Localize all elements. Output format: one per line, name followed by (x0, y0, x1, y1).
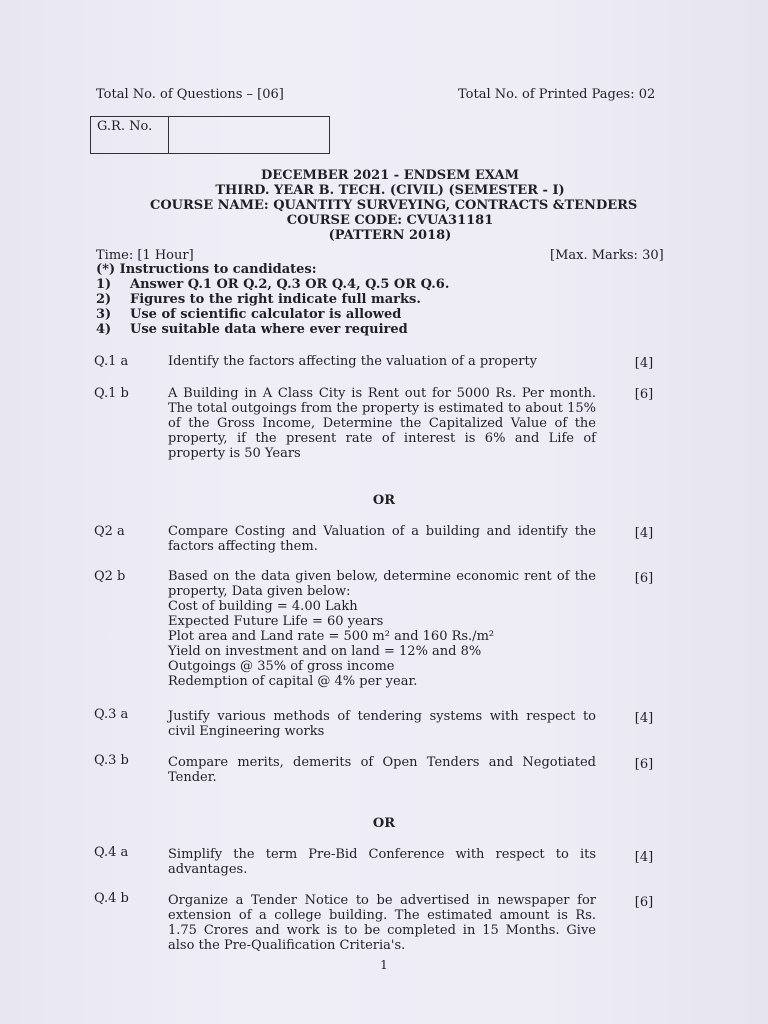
data-line: Yield on investment and on land = 12% and 8% (168, 644, 482, 659)
question-text: Simplify the term Pre-Bid Conference with respect to its advantages. (168, 847, 596, 877)
data-line: Expected Future Life = 60 years (168, 614, 384, 629)
data-line: Cost of building = 4.00 Lakh (168, 599, 358, 614)
question-text: Identify the factors affecting the valuation of a property (168, 354, 538, 369)
question-body: Based on the data given below, determine economic rent of the property, Data given below: (168, 569, 596, 599)
gr-value-field (169, 117, 329, 153)
instruction-text: Use suitable data where ever required (130, 322, 408, 337)
question-number: Q.4 a (94, 845, 129, 860)
gr-number-box (90, 116, 330, 154)
question-marks: [4] (634, 526, 654, 541)
max-marks: [Max. Marks: 30] (550, 248, 664, 263)
instruction-num: 1) (96, 277, 112, 292)
instruction-num: 3) (96, 307, 112, 322)
question-number: Q.3 b (94, 753, 129, 768)
question-number: Q2 a (94, 524, 125, 539)
question-marks: [4] (634, 356, 654, 371)
instruction-text: Figures to the right indicate full marks. (130, 292, 421, 307)
instruction-item (96, 307, 401, 322)
question-number: Q.4 b (94, 891, 129, 906)
question-marks: [6] (634, 387, 654, 402)
time-label: Time: [1 Hour] (96, 248, 194, 263)
question-text: Compare merits, demerits of Open Tenders and Negotiated Tender. (168, 755, 596, 785)
page-number: 1 (380, 958, 388, 972)
instruction-text: Answer Q.1 OR Q.2, Q.3 OR Q.4, Q.5 OR Q.6. (130, 277, 450, 292)
question-number: Q.1 b (94, 386, 129, 401)
question-marks: [4] (634, 711, 654, 726)
instruction-item (96, 322, 408, 337)
instruction-num: 4) (96, 322, 112, 337)
data-line: Outgoings @ 35% of gross income (168, 659, 395, 674)
question-text: Justify various methods of tendering systems with respect to civil Engineering works (168, 709, 596, 739)
instruction-text: Use of scientific calculator is allowed (130, 307, 402, 322)
question-marks: [6] (634, 757, 654, 772)
question-marks: [6] (634, 571, 654, 586)
exam-heading (150, 168, 638, 243)
year-line: THIRD. YEAR B. TECH. (CIVIL) (SEMESTER - I) (215, 183, 565, 198)
gr-label: G.R. No. (91, 117, 169, 153)
question-number: Q.1 a (94, 354, 129, 369)
or-divider: OR (372, 493, 396, 508)
question-marks: [4] (634, 850, 654, 865)
pattern: (PATTERN 2018) (328, 228, 452, 243)
instruction-item (96, 292, 421, 307)
question-text: Organize a Tender Notice to be advertised in newspaper for extension of a college building. The estimated amount is Rs. 1.75 Crores and work is to be completed in 15 Months. Give also the Pre-Qualification Criteria's. (168, 893, 596, 953)
exam-title: DECEMBER 2021 - ENDSEM EXAM (261, 168, 519, 183)
question-text: A Building in A Class City is Rent out for 5000 Rs. Per month. The total outgoings from the property is estimated to about 15% of the Gross Income, Determine the Capitalized Value of the property, if the present rate of interest is 6% and Life of property is 50 Years (168, 386, 596, 461)
course-code: COURSE CODE: CVUA31181 (286, 213, 494, 228)
question-number: Q.3 a (94, 707, 129, 722)
question-text (168, 569, 596, 689)
total-pages: Total No. of Printed Pages: 02 (458, 87, 656, 102)
question-number: Q2 b (94, 569, 126, 584)
instructions-title: (*) Instructions to candidates: (96, 262, 317, 277)
total-questions: Total No. of Questions – [06] (96, 87, 284, 102)
question-marks: [6] (634, 895, 654, 910)
course-name: COURSE NAME: QUANTITY SURVEYING, CONTRACTS &TENDERS (150, 198, 638, 213)
data-line: Plot area and Land rate = 500 m² and 160 Rs./m² (168, 629, 495, 644)
instruction-item (96, 277, 449, 292)
instruction-num: 2) (96, 292, 112, 307)
data-line: Redemption of capital @ 4% per year. (168, 674, 418, 689)
or-divider: OR (372, 816, 396, 831)
question-text: Compare Costing and Valuation of a building and identify the factors affecting them. (168, 524, 596, 554)
